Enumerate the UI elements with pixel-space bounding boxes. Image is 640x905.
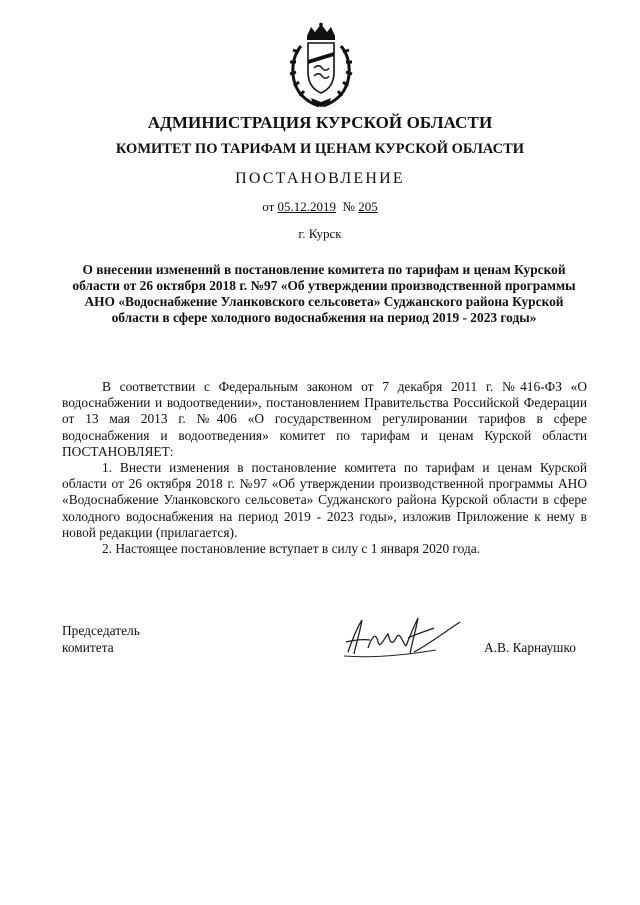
- number-prefix: №: [342, 199, 355, 214]
- item-2-paragraph: 2. Настоящее постановление вступает в силу с 1 января 2020 года.: [102, 541, 481, 557]
- date-prefix: от: [262, 199, 275, 214]
- document-date: 05.12.2019: [277, 199, 337, 214]
- signatory-position: [62, 623, 140, 656]
- city: г. Курск: [298, 226, 342, 241]
- signatory-position-line2: комитета: [62, 639, 114, 655]
- preamble-paragraph: В соответствии с Федеральным законом от 7 декабря 2011 г. №416-ФЗ «О водоснабжении и водоотведении», постановлением Правительства Российской Федерации от 13 мая 2013 г. №406 «О государственном регулировании тарифов в сфере водоснабжения и водоотведения» комитет по тарифам и ценам Курской области ПОСТАНОВЛЯЕТ:: [62, 379, 587, 459]
- org-name-committee: КОМИТЕТ ПО ТАРИФАМ И ЦЕНАМ КУРСКОЙ ОБЛАСТИ: [115, 141, 525, 157]
- item-1-paragraph: 1. Внести изменения в постановление комитета по тарифам и ценам Курской области от 26 октября 2018 г. №97 «Об утверждении производственной программы АНО «Водоснабжение Уланковского сельсовета» Суджанского района Курской области в сфере холодного водоснабжения на период 2019 - 2023 годы», изложив Приложение к нему в новой редакции (прилагается).: [62, 460, 587, 540]
- document-type: ПОСТАНОВЛЕНИЕ: [235, 170, 405, 187]
- signatory-position-line1: Председатель: [62, 623, 140, 638]
- coat-of-arms-icon: [287, 22, 355, 108]
- document-title: О внесении изменений в постановление комитета по тарифам и ценам Курской области от 26 октября 2018 г. №97 «Об утверждении производственной программы АНО «Водоснабжение Уланковского сельсовета» Суджанского района Курской области в сфере холодного водоснабжения на период 2019 - 2023 годы»: [72, 262, 576, 325]
- handwritten-signature: [340, 612, 465, 662]
- signatory-name: А.В. Карнаушко: [484, 640, 576, 655]
- date-number-line: [0, 199, 640, 215]
- document-body: [62, 379, 587, 557]
- document-number: 205: [358, 199, 378, 214]
- org-name-administration: АДМИНИСТРАЦИЯ КУРСКОЙ ОБЛАСТИ: [147, 113, 493, 132]
